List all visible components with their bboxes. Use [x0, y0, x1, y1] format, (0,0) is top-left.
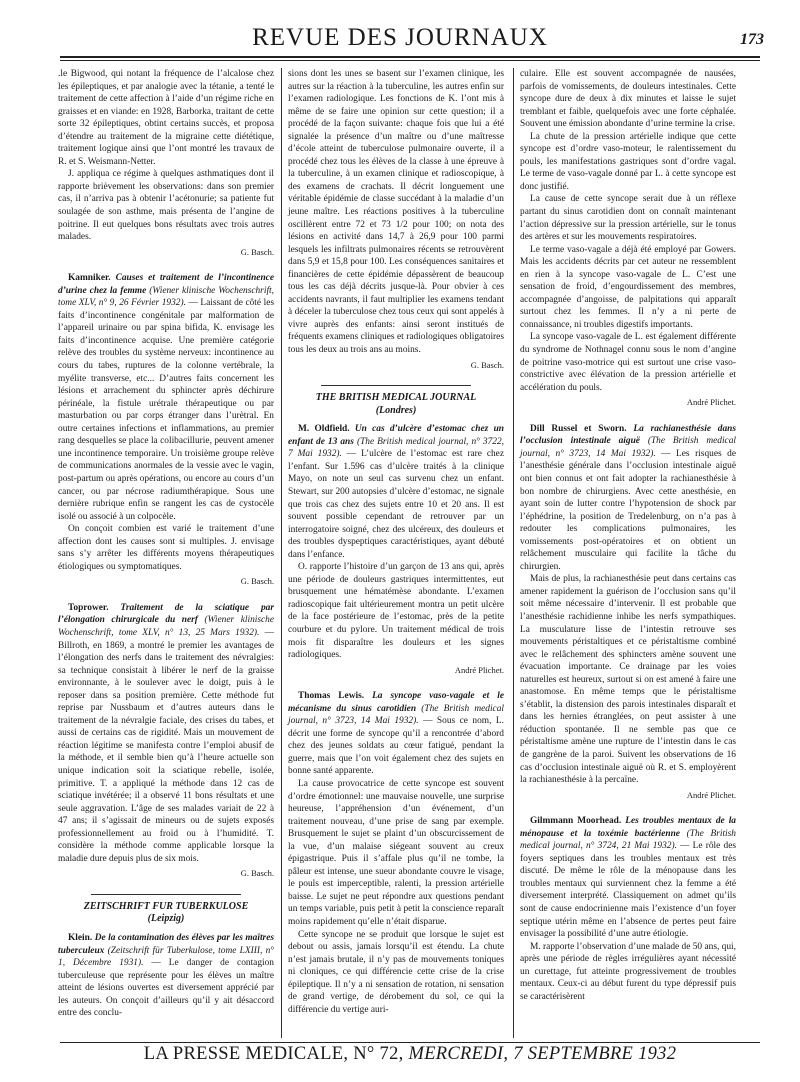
- footer-issue: N° 72,: [353, 1044, 404, 1064]
- column-right: [520, 68, 736, 1003]
- article-title: Traitement de la sciatique par l’élongation chirurgicale du nerf: [58, 602, 275, 626]
- page-footer: [60, 1044, 760, 1065]
- signature: G. Basch.: [240, 246, 274, 257]
- signature: G. Basch.: [240, 576, 274, 587]
- paragraph: La syncope vaso-vagale de L. est également différente du syndrome de Nothnagel connu sous le nom d’angine de poitrine vaso-motrice qui est surtout une crise vaso-constrictive avec élévation de la pression artérielle et accélération du pouls.: [520, 332, 736, 393]
- journal-section-title: [58, 901, 274, 926]
- paragraph: J. appliqua ce régime à quelques asthmatiques dont il rapporte brièvement les observations: dans son premier cas, il n’arriva pas à obtenir l’acétonurie; sa patiente fut soulagée de son asthme, mais présenta de l’angine de poitrine. Il eut quelques bons résultats avec trois autres malades.: [58, 169, 274, 243]
- paragraph: On conçoit combien est varié le traitement d’une affection dont les causes sont si multiples. J. envisage sans s’y arrêter les différents moyens thérapeutiques étiologiques ou symptomatiques.: [58, 524, 274, 572]
- article-title: De la contamination des élèves par les maîtres tuberculeux: [58, 933, 275, 956]
- journal-name: ZEITSCHRIFT FUR TUBERKULOSE: [83, 900, 249, 912]
- article: [58, 602, 274, 880]
- paragraph: culaire. Elle est souvent accompagnée de nausées, parfois de vomissements, de douleurs intestinales. Cette syncope dure de deux à dix minutes et laisse le sujet tremblant et faible, quelquefois avec une forte céphalée. Souvent une émission abondante d’urine termine la crise.: [520, 69, 736, 130]
- article-body: — Laissant de côté les faits d’incontinence congénitale par malformation de l’appareil urinaire ou par spina bifida, K. envisage les faits d’incontinence acquise. Une première catégorie relève des troubles du système nerveux: incontinence au cours du tabes, ruptures de la colonne vertébrale, la myélite transverse, etc... D’autres faits concernent les lésions et arrachement du sphincter après déchirure périnéale, la fistule urétrale thérapeutique ou par masturbation ou par corps étranger dans l’urètral. En outre certaines infections et inflammations, au premier rang desquelles se place la colibacillurie, peuvent amener une incontinence temporaire. Un troisième groupe relève de communications anormales de la vessie avec le vagin, post-partum ou après opérations, ou encore au cours d’un cancer, ou par nécrose radiumthérapique. Sous une dernière rubrique enfin se rangent les cas de cystocèle isolé ou associé à un colpocèle.: [58, 298, 274, 522]
- section-rule: [321, 385, 471, 386]
- running-title: REVUE DES JOURNAUX: [252, 24, 548, 51]
- journal-place: (Leipzig): [147, 913, 185, 925]
- section-rule: [91, 894, 241, 895]
- article: [288, 690, 504, 1016]
- paragraph: Le terme vaso-vagale a déjà été employé par Gowers. Mais les accidents décrits par cet auteur ne ressemblent en rien à la syncope vaso-vagale de L. C’est une sensation de froid, d’engourdissement des membres, accompagnée d’angoisse, de palpitations qui apparaît surtout chez les femmes. Il n’y a ni perte de connaissance, ni troubles digestifs importants.: [520, 244, 736, 330]
- column-divider: [513, 68, 514, 1038]
- article-reference: (The British medical journal, n° 3724, 21 Mai 1932).: [520, 828, 736, 852]
- article: [58, 272, 274, 588]
- article-body: — Les risques de l’anesthésie générale dans l’occlusion intestinale aiguë ont bien connus et ont fait adopter la rachianesthésie à bon nombre de chirurgiens. Avec cette anesthésie, en ayant soin de lutter contre l’hypotension de shock par l’éphédrine, la position de Tredelenburg, on n’a pas à redouter les complications pulmonaires, les vomissements post-opératoires et on obtient un relâchement musculaire qui facilite la tâche du chirurgien.: [520, 448, 736, 572]
- article-reference: (Zeitschrift für Tuberkulose, tome LXIII, n° 1, Décembre 1931).: [58, 945, 275, 969]
- article: [520, 423, 736, 801]
- article-author: Klein.: [68, 933, 93, 943]
- signature: André Plichet.: [686, 789, 736, 800]
- article-body: — Sous ce nom, L. décrit une forme de syncope qu’il a rencontrée d’abord chez des jeunes soldats au cœur fatigué, pendant la guerre, mais que l’on voit également chez des sujets en bonne santé apparente.: [288, 716, 504, 777]
- paragraph: M. rapporte l’observation d’une malade de 50 ans, qui, après une période de règles irrégulières ayant nécessité un curettage, fut atteinte progressivement de troubles mentaux. Ceux-ci au début furent du type dépressif puis se caractérisèrent: [520, 941, 736, 1002]
- article-author: M. Oldfield.: [298, 424, 350, 435]
- article-reference: (The British medical journal, n° 3722, 7 Mai 1932).: [288, 436, 505, 460]
- article-author: Gilmmann Moorhead.: [530, 816, 622, 827]
- journal-place: (Londres): [375, 404, 417, 416]
- article-reference: (Wiener klinische Wochenschrift, tome XLV, n° 13, 25 Mars 1932).: [58, 615, 275, 638]
- footer-journal: LA PRESSE MEDICALE,: [143, 1044, 349, 1064]
- journal-section-title: [288, 392, 504, 417]
- paragraph: La cause de cette syncope serait due à un réflexe partant du sinus carotidien dont on connaît maintenant l’action dépressive sur la pression artérielle, sur le tonus des artères et sur les mouvements respiratoires.: [520, 194, 736, 243]
- signature: G. Basch.: [240, 868, 274, 879]
- signature: G. Basch.: [470, 359, 504, 370]
- paragraph: .le Bigwood, qui notant la fréquence de l’alcalose chez les épileptiques, et par analogie avec la tétanie, a tenté le traitement de cette affection à l’aide d’un régime riche en graisses et en viande: en 1928, Barborka, traitant de cette sorte 32 épileptiques, obtint certains succès, et proposa d’étendre au traitement de la migraine cette diététique, traitement logique ainsi que l’ont montré les travaux de R. et S. Weismann-Netter.: [58, 69, 274, 167]
- column-middle: [288, 68, 504, 1016]
- article-title: Les troubles mentaux de la ménopause et la toxémie bactérienne: [520, 816, 736, 839]
- header-rule: [60, 56, 760, 58]
- paragraph: sions dont les unes se basent sur l’examen clinique, les autres sur la réaction à la tuberculine, les autres enfin sur l’examen radiologique. Les fonctions de K. l’ont mis à même de se faire une opinion sur cette question; il a procédé de la façon suivante: chaque fois que lui a été signalée la présence d’un maître ou d’une maîtresse d’école atteint de tuberculose pulmonaire ouverte, il a procédé chez tous les élèves de la classe à une épreuve à la tuberculine, à un examen clinique et radioscopique, à des examens de crachats. Il décrit longuement une véritable épidémie de classe succédant à la maladie d’un jeune maître. Les réactions positives à la tuberculine oscillèrent entre 72 et 73 1/2 pour 100; on nota des lésions en activité dans 14,7 à 26,9 pour 100 parmi lesquels les infiltrats pulmonaires récents se retrouvèrent dans 5,9 et 15,8 pour 100. Les conséquences sanitaires et financières de cette épidémie dépassèrent de beaucoup tous les cas déjà décrits jusque-là. Pour obvier à ces accidents navrants, il faut multiplier les examens tendant à déceler la tuberculose chez tous ceux qui sont appelés à vivre auprès des enfants: ainsi seront institués de fréquents examens cliniques et radiologiques obligatoires tous les deux au trois ans au moins.: [288, 69, 504, 356]
- paragraph: O. rapporte l’histoire d’un garçon de 13 ans qui, après une période de douleurs gastriques intermittentes, eut brusquement une hématémèse abondante. L’examen radioscopique fait ultérieurement montra un petit ulcère de la face postérieure de l’estomac, près de la petite courbure et du pylore. Un traitement médical de trois mois fit disparaître les douleurs et les signes radiologiques.: [288, 562, 504, 661]
- article-title: La rachianesthésie dans l’occlusion intestinale aiguë: [520, 423, 736, 447]
- column-left: [58, 68, 274, 1020]
- paragraph: Cette syncope ne se produit que lorsque le sujet est debout ou assis, jamais lorsqu’il est étendu. La chute n’est jamais brutale, il n’y pas de mouvements toniques ni cloniques, ce qui différencie cette crise de la crise épileptique. Il n’y a ni sensation de rotation, ni sensation de grand vertige, de dérobement du sol, ce qui la différencie du vertige auri-: [288, 929, 504, 1015]
- article-author: Toprower.: [68, 602, 109, 613]
- article-body: — L’ulcère de l’estomac est rare chez l’enfant. Sur 1.596 cas d’ulcère traités à la clinique Mayo, on note un seul cas survenu chez un enfant. Stewart, sur 200 autopsies d’ulcère d’estomac, ne signale que trois cas chez des sujets entre 10 et 20 ans. Il est souvent possible cependant de retrouver par un interrogatoire soigné, chez des ulcéreux, des douleurs et des troubles dyspeptiques caractéristiques, ayant débuté dans l’enfance.: [288, 449, 505, 560]
- paragraph: Mais de plus, la rachianesthésie peut dans certains cas amener rapidement la guérison de l’occlusion sans qu’il soit même nécessaire d’intervenir. Il est probable que l’anesthésie rachidienne inhibe les nerfs sympathiques. La musculature lisse de l’intestin retrouve ses mouvements péristaltiques et ce péristaltisme combiné avec le relâchement des sphincters amène souvent une évacuation importante. Ce drainage par les voies naturelles est heureux, surtout si on est amené à faire une anastomose. En même temps que le péristaltisme s’établit, la distension des parois intestinales disparaît et dans les hernies étranglées, on peut assister à une réduction spontanée. Il ne semble pas que ce péristaltisme amène une rupture de l’intestin dans le cas de gangrène de la paroi. Suivent les observations de 16 cas d’occlusion intestinale aiguë où R. et S. employèrent la rachianesthésie à la percaïne.: [520, 574, 736, 786]
- article: [520, 815, 736, 1003]
- article-title: Causes et traitement de l’incontinence d’urine chez la femme: [58, 273, 274, 296]
- page-number: 173: [740, 31, 764, 48]
- article-body: — Le danger de contagion tuberculeuse que représente pour les élèves un maître atteint de lésions ouvertes est diversement apprécié par les auteurs. On conçoit d’ailleurs qu’il y ait désaccord entre des conclu-: [58, 958, 274, 1019]
- article-author: Kamniker.: [68, 273, 111, 284]
- header-rule-thin: [60, 60, 760, 61]
- signature: André Plichet.: [454, 664, 504, 675]
- footer-rule: [60, 1042, 760, 1043]
- article-reference: (Wiener klinische Wochenschrift, tome XLV, n° 9, 26 Février 1932).: [58, 285, 274, 309]
- article-title: La syncope vaso-vagale et le mécanisme du sinus carotidien: [288, 691, 504, 714]
- journal-name: THE BRITISH MEDICAL JOURNAL: [315, 392, 477, 404]
- article-title: Un cas d’ulcère d’estomac chez un enfant de 13 ans: [288, 424, 505, 447]
- footer-date: MERCREDI, 7 SEPTEMBRE 1932: [408, 1044, 677, 1064]
- article-author: Dill Russel et Sworn.: [530, 423, 627, 434]
- signature: André Plichet.: [686, 397, 736, 408]
- article-reference: (The British medical journal, n° 3723, 14 Mai 1932).: [520, 436, 736, 459]
- article-body: — Le rôle des foyers septiques dans les troubles mentaux est très discuté. De même le rôle de la ménopause dans les troubles mentaux qui surviennent chez la femme a été diversement interprété. Classiquement on admet qu’ils sont de cause endocrinienne mais l’existence d’un foyer septique utérin même en l’absence de pertes peut faire envisager la possibilité d’une autre étiologie.: [520, 841, 736, 940]
- column-divider: [281, 68, 282, 1038]
- paragraph: La cause provocatrice de cette syncope est souvent d’ordre émotionnel: une mauvaise nouvelle, une surprise heureuse, l’appréhension d’un événement, d’un traitement nouveau, d’une prise de sang par exemple. Brusquement le sujet se plaint d’un obscurcissement de la vue, d’un malaise siégeant souvent au creux épigastrique. Puis il s’affale plus qu’il ne tombe, la pâleur est intense, une sueur abondante couvre le visage, le pouls est imperceptible, ralenti, la pression artérielle baisse. Le sujet ne peut répondre aux questions pendant un temps variable, puis petit à petit la conscience reparaît moins rapidement qu’elle n’était disparue.: [288, 778, 504, 927]
- article-body: — Billroth, en 1869, a montré le premier les avantages de l’élongation des nerfs dans le traitement des névralgies: sa technique consistait à libérer le nerf de la graisse environnante, à le soulever avec le doigt, puis à le reposer dans sa position première. Cette méthode fut reprise par Nussbaum et d’autres auteurs dans le traitement de la névralgie faciale, des crises du tabes, et aussi de certains cas de rigidité. Mais un mouvement de réaction légitime se manifesta contre l’emploi abusif de la méthode, et il semble bien qu’à l’heure actuelle son unique indication soit la sciatique rebelle, isolée, primitive. T. a appliqué la méthode dans 12 cas de sciatique invétérée; il a observé 11 bons résultats et une seule aggravation. L’âge de ses malades variait de 22 à 47 ans; il s’agissait de mineurs ou de sujets exposés professionnellement au froid ou à l’humidité. T. considère la méthode comme applicable lorsque la maladie dure depuis plus de six mois.: [58, 627, 275, 864]
- paragraph: La chute de la pression artérielle indique que cette syncope est d’ordre vaso-moteur, le ralentissement du pouls, les manifestations gastriques sont d’ordre vagal. Le terme de vaso-vagale donné par L. à cette syncope est donc justifié.: [520, 131, 736, 192]
- article-reference: (The British medical journal, n° 3723, 14 Mai 1932).: [288, 703, 505, 727]
- article-author: Thomas Lewis.: [298, 691, 365, 702]
